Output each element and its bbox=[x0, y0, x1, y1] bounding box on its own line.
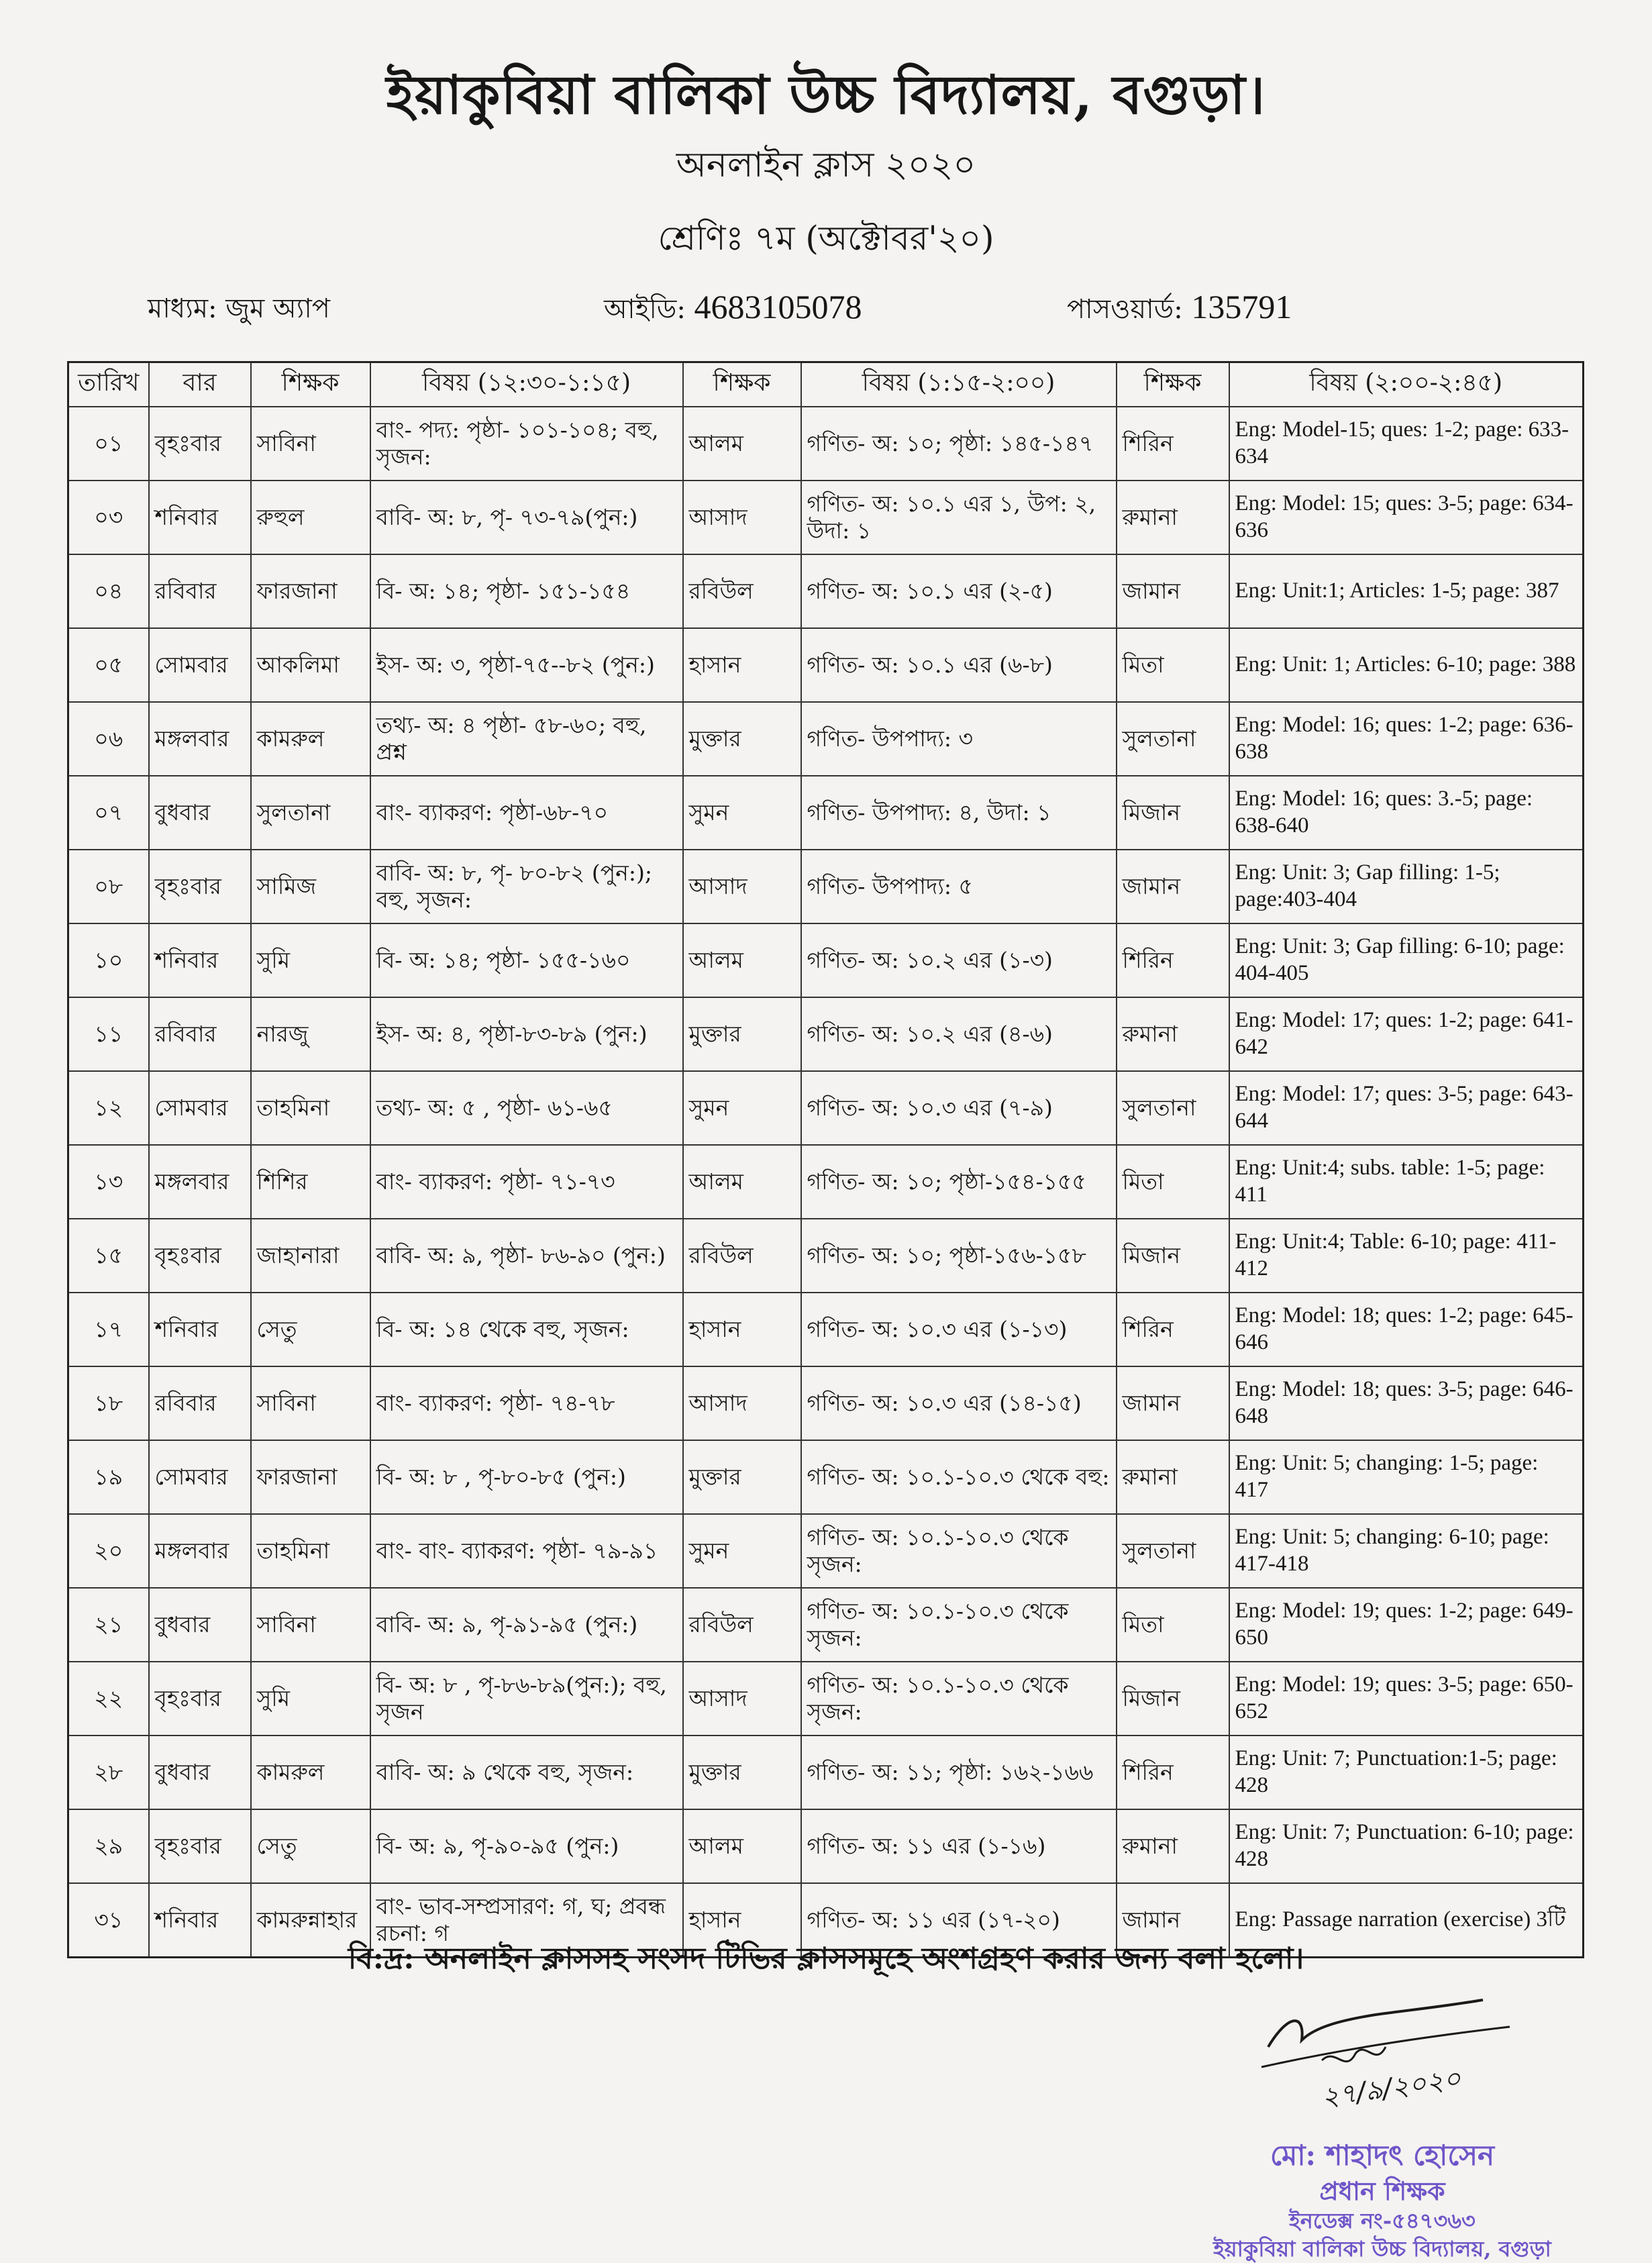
header-day: বার bbox=[149, 362, 251, 407]
routine-body bbox=[68, 407, 1584, 1958]
cell-subject-2: গণিত- অ: ১০; পৃষ্ঠা-১৫৪-১৫৫ bbox=[801, 1145, 1117, 1219]
cell-teacher-2: সুমন bbox=[683, 776, 801, 850]
cell-teacher-3: মিতা bbox=[1117, 628, 1229, 702]
cell-teacher-3: শিরিন bbox=[1117, 1293, 1229, 1366]
cell-subject-3: Eng: Unit:1; Articles: 1-5; page: 387 bbox=[1229, 554, 1584, 628]
cell-subject-1: বি- অ: ৮ , পৃ-৮৬-৮৯(পুন:); বহু, সৃজন bbox=[370, 1662, 683, 1736]
cell-teacher-1: সুমি bbox=[251, 923, 370, 997]
cell-subject-1: বাবি- অ: ৯, পৃ-৯১-৯৫ (পুন:) bbox=[370, 1588, 683, 1662]
cell-day: বৃহঃবার bbox=[149, 407, 251, 481]
cell-day: সোমবার bbox=[149, 628, 251, 702]
cell-date: ০৩ bbox=[68, 481, 149, 554]
cell-subject-3: Eng: Unit: 7; Punctuation: 6-10; page: 428 bbox=[1229, 1809, 1584, 1883]
headmaster-stamp bbox=[1194, 2138, 1570, 2263]
cell-subject-2: গণিত- অ: ১০.১-১০.৩ থেকে সৃজন: bbox=[801, 1588, 1117, 1662]
cell-day: বুধবার bbox=[149, 1588, 251, 1662]
cell-subject-3: Eng: Model: 15; ques: 3-5; page: 634-636 bbox=[1229, 481, 1584, 554]
cell-date: ২১ bbox=[68, 1588, 149, 1662]
cell-subject-2: গণিত- উপপাদ্য: ৫ bbox=[801, 850, 1117, 923]
cell-teacher-2: রবিউল bbox=[683, 1588, 801, 1662]
header-teacher-1: শিক্ষক bbox=[251, 362, 370, 407]
cell-teacher-1: কামরুন্নাহার bbox=[251, 1883, 370, 1958]
cell-subject-3: Eng: Model: 19; ques: 1-2; page: 649-650 bbox=[1229, 1588, 1584, 1662]
cell-teacher-1: রুহুল bbox=[251, 481, 370, 554]
cell-subject-2: গণিত- অ: ১০.৩ এর (১৪-১৫) bbox=[801, 1366, 1117, 1440]
cell-teacher-3: মিতা bbox=[1117, 1588, 1229, 1662]
table-row bbox=[68, 1588, 1584, 1662]
cell-teacher-3: শিরিন bbox=[1117, 407, 1229, 481]
cell-date: ১০ bbox=[68, 923, 149, 997]
cell-subject-1: বাং- পদ্য: পৃষ্ঠা- ১০১-১০৪; বহু, সৃজন: bbox=[370, 407, 683, 481]
cell-teacher-2: আসাদ bbox=[683, 481, 801, 554]
cell-teacher-1: সামিজ bbox=[251, 850, 370, 923]
stamp-school: ইয়াকুবিয়া বালিকা উচ্চ বিদ্যালয়, বগুড়া bbox=[1213, 2235, 1551, 2262]
cell-day: বৃহঃবার bbox=[149, 1662, 251, 1736]
table-row bbox=[68, 1293, 1584, 1366]
cell-teacher-3: মিজান bbox=[1117, 776, 1229, 850]
cell-subject-2: গণিত- অ: ১০.১-১০.৩ থেকে সৃজন: bbox=[801, 1662, 1117, 1736]
cell-subject-3: Eng: Model: 19; ques: 3-5; page: 650-652 bbox=[1229, 1662, 1584, 1736]
cell-subject-2: গণিত- অ: ১০.৩ এর (৭-৯) bbox=[801, 1071, 1117, 1145]
routine-table bbox=[67, 361, 1584, 1958]
cell-teacher-2: আলম bbox=[683, 407, 801, 481]
cell-teacher-1: সেতু bbox=[251, 1293, 370, 1366]
cell-teacher-1: কামরুল bbox=[251, 702, 370, 776]
cell-date: ২২ bbox=[68, 1662, 149, 1736]
cell-date: ২০ bbox=[68, 1514, 149, 1588]
cell-subject-2: গণিত- অ: ১১ এর (১-১৬) bbox=[801, 1809, 1117, 1883]
cell-teacher-3: মিতা bbox=[1117, 1145, 1229, 1219]
cell-teacher-2: আলম bbox=[683, 923, 801, 997]
cell-teacher-3: সুলতানা bbox=[1117, 702, 1229, 776]
meta-password bbox=[1067, 287, 1292, 333]
cell-date: ১১ bbox=[68, 997, 149, 1071]
cell-date: ০১ bbox=[68, 407, 149, 481]
table-row bbox=[68, 407, 1584, 481]
cell-teacher-2: হাসান bbox=[683, 628, 801, 702]
cell-teacher-2: আসাদ bbox=[683, 850, 801, 923]
cell-teacher-2: মুক্তার bbox=[683, 997, 801, 1071]
cell-teacher-1: ফারজানা bbox=[251, 1440, 370, 1514]
cell-subject-3: Eng: Unit: 3; Gap filling: 1-5; page:403-404 bbox=[1229, 850, 1584, 923]
cell-teacher-3: জামান bbox=[1117, 850, 1229, 923]
cell-subject-3: Eng: Model: 18; ques: 3-5; page: 646-648 bbox=[1229, 1366, 1584, 1440]
cell-subject-1: বি- অ: ৯, পৃ-৯০-৯৫ (পুন:) bbox=[370, 1809, 683, 1883]
cell-subject-3: Eng: Unit: 3; Gap filling: 6-10; page: 404-405 bbox=[1229, 923, 1584, 997]
subtitle: অনলাইন ক্লাস ২০২০ bbox=[676, 145, 976, 185]
cell-teacher-1: আকলিমা bbox=[251, 628, 370, 702]
cell-subject-1: ইস- অ: ৪, পৃষ্ঠা-৮৩-৮৯ (পুন:) bbox=[370, 997, 683, 1071]
cell-subject-3: Eng: Unit: 5; changing: 6-10; page: 417-418 bbox=[1229, 1514, 1584, 1588]
table-row bbox=[68, 1662, 1584, 1736]
cell-day: সোমবার bbox=[149, 1440, 251, 1514]
cell-teacher-1: নারজু bbox=[251, 997, 370, 1071]
cell-teacher-3: সুলতানা bbox=[1117, 1514, 1229, 1588]
cell-date: ০৭ bbox=[68, 776, 149, 850]
cell-date: ১২ bbox=[68, 1071, 149, 1145]
cell-subject-3: Eng: Model: 16; ques: 3.-5; page: 638-640 bbox=[1229, 776, 1584, 850]
cell-date: ০৬ bbox=[68, 702, 149, 776]
cell-teacher-2: রবিউল bbox=[683, 554, 801, 628]
cell-teacher-1: সেতু bbox=[251, 1809, 370, 1883]
cell-teacher-3: শিরিন bbox=[1117, 1736, 1229, 1809]
id-value: 4683105078 bbox=[694, 288, 862, 325]
cell-subject-3: Eng: Unit: 1; Articles: 6-10; page: 388 bbox=[1229, 628, 1584, 702]
stamp-name: মো: শাহাদৎ হোসেন bbox=[1270, 2139, 1495, 2172]
cell-teacher-1: সাবিনা bbox=[251, 1366, 370, 1440]
cell-teacher-2: আলম bbox=[683, 1809, 801, 1883]
cell-subject-1: বি- অ: ১৪; পৃষ্ঠা- ১৫৫-১৬০ bbox=[370, 923, 683, 997]
cell-teacher-1: সুমি bbox=[251, 1662, 370, 1736]
header-subject-1: বিষয় (১২:৩০-১:১৫) bbox=[370, 362, 683, 407]
cell-subject-1: ইস- অ: ৩, পৃষ্ঠা-৭৫--৮২ (পুন:) bbox=[370, 628, 683, 702]
cell-subject-3: Eng: Model: 17; ques: 1-2; page: 641-642 bbox=[1229, 997, 1584, 1071]
cell-teacher-2: সুমন bbox=[683, 1514, 801, 1588]
table-row bbox=[68, 1071, 1584, 1145]
cell-teacher-2: হাসান bbox=[683, 1883, 801, 1958]
cell-teacher-2: সুমন bbox=[683, 1071, 801, 1145]
cell-subject-2: গণিত- উপপাদ্য: ৩ bbox=[801, 702, 1117, 776]
cell-subject-3: Eng: Unit: 7; Punctuation:1-5; page: 428 bbox=[1229, 1736, 1584, 1809]
cell-subject-1: বাং- ভাব-সম্প্রসারণ: গ, ঘ; প্রবন্ধ রচনা: গ bbox=[370, 1883, 683, 1958]
cell-day: মঙ্গলবার bbox=[149, 1514, 251, 1588]
cell-teacher-3: রুমানা bbox=[1117, 481, 1229, 554]
medium-label: মাধ্যম: bbox=[148, 293, 217, 324]
footnote: বি:দ্র: অনলাইন ক্লাসসহ সংসদ টিভির ক্লাসসমূহে অংশগ্রহণ করার জন্য বলা হলো। bbox=[348, 1942, 1304, 1976]
cell-subject-2: গণিত- অ: ১০; পৃষ্ঠা: ১৪৫-১৪৭ bbox=[801, 407, 1117, 481]
cell-subject-1: বাবি- অ: ৯ থেকে বহু, সৃজন: bbox=[370, 1736, 683, 1809]
cell-day: বৃহঃবার bbox=[149, 1219, 251, 1293]
cell-subject-1: বাবি- অ: ৮, পৃ- ৮০-৮২ (পুন:); বহু, সৃজন: bbox=[370, 850, 683, 923]
cell-subject-1: বি- অ: ১৪ থেকে বহু, সৃজন: bbox=[370, 1293, 683, 1366]
cell-day: বৃহঃবার bbox=[149, 1809, 251, 1883]
table-row bbox=[68, 997, 1584, 1071]
cell-subject-2: গণিত- অ: ১১ এর (১৭-২০) bbox=[801, 1883, 1117, 1958]
cell-day: শনিবার bbox=[149, 923, 251, 997]
header-teacher-2: শিক্ষক bbox=[683, 362, 801, 407]
cell-day: মঙ্গলবার bbox=[149, 702, 251, 776]
cell-subject-3: Eng: Unit:4; subs. table: 1-5; page: 411 bbox=[1229, 1145, 1584, 1219]
cell-subject-1: তথ্য- অ: ৪ পৃষ্ঠা- ৫৮-৬০; বহু, প্রশ্ন bbox=[370, 702, 683, 776]
cell-subject-2: গণিত- অ: ১০.২ এর (১-৩) bbox=[801, 923, 1117, 997]
table-row bbox=[68, 1809, 1584, 1883]
table-row bbox=[68, 1440, 1584, 1514]
cell-date: ০৫ bbox=[68, 628, 149, 702]
password-value: 135791 bbox=[1191, 288, 1292, 325]
cell-teacher-3: জামান bbox=[1117, 1366, 1229, 1440]
cell-subject-2: গণিত- অ: ১০; পৃষ্ঠা-১৫৬-১৫৮ bbox=[801, 1219, 1117, 1293]
cell-teacher-3: জামান bbox=[1117, 1883, 1229, 1958]
cell-subject-1: বাবি- অ: ৯, পৃষ্ঠা- ৮৬-৯০ (পুন:) bbox=[370, 1219, 683, 1293]
cell-teacher-3: রুমানা bbox=[1117, 1440, 1229, 1514]
cell-teacher-3: শিরিন bbox=[1117, 923, 1229, 997]
signature bbox=[1241, 1973, 1523, 2114]
table-header-row bbox=[68, 362, 1584, 407]
cell-subject-3: Eng: Model: 18; ques: 1-2; page: 645-646 bbox=[1229, 1293, 1584, 1366]
cell-day: বুধবার bbox=[149, 1736, 251, 1809]
cell-teacher-2: আসাদ bbox=[683, 1366, 801, 1440]
cell-teacher-3: মিজান bbox=[1117, 1662, 1229, 1736]
cell-subject-3: Eng: Passage narration (exercise) 3টি bbox=[1229, 1883, 1584, 1958]
cell-day: মঙ্গলবার bbox=[149, 1145, 251, 1219]
table-row bbox=[68, 1514, 1584, 1588]
cell-teacher-1: তাহমিনা bbox=[251, 1514, 370, 1588]
header-teacher-3: শিক্ষক bbox=[1117, 362, 1229, 407]
medium-value: জুম অ্যাপ bbox=[225, 293, 330, 324]
cell-subject-2: গণিত- অ: ১০.১-১০.৩ থেকে সৃজন: bbox=[801, 1514, 1117, 1588]
cell-teacher-1: তাহমিনা bbox=[251, 1071, 370, 1145]
table-row bbox=[68, 776, 1584, 850]
cell-teacher-1: ফারজানা bbox=[251, 554, 370, 628]
cell-subject-2: গণিত- অ: ১০.২ এর (৪-৬) bbox=[801, 997, 1117, 1071]
cell-date: ০৮ bbox=[68, 850, 149, 923]
meta-id bbox=[604, 287, 862, 333]
cell-subject-1: বাং- ব্যাকরণ: পৃষ্ঠা- ৭৪-৭৮ bbox=[370, 1366, 683, 1440]
cell-date: ৩১ bbox=[68, 1883, 149, 1958]
cell-day: রবিবার bbox=[149, 554, 251, 628]
signature-date: ২৭/৯/২০২০ bbox=[1319, 2063, 1463, 2113]
cell-teacher-1: সাবিনা bbox=[251, 1588, 370, 1662]
cell-teacher-2: আলম bbox=[683, 1145, 801, 1219]
cell-day: শনিবার bbox=[149, 481, 251, 554]
cell-date: ১৮ bbox=[68, 1366, 149, 1440]
cell-teacher-1: কামরুল bbox=[251, 1736, 370, 1809]
table-row bbox=[68, 1145, 1584, 1219]
table-row bbox=[68, 923, 1584, 997]
cell-teacher-3: জামান bbox=[1117, 554, 1229, 628]
cell-day: রবিবার bbox=[149, 997, 251, 1071]
cell-subject-3: Eng: Unit: 5; changing: 1-5; page: 417 bbox=[1229, 1440, 1584, 1514]
cell-subject-2: গণিত- উপপাদ্য: ৪, উদা: ১ bbox=[801, 776, 1117, 850]
cell-subject-3: Eng: Model: 17; ques: 3-5; page: 643-644 bbox=[1229, 1071, 1584, 1145]
cell-date: ১৯ bbox=[68, 1440, 149, 1514]
cell-day: সোমবার bbox=[149, 1071, 251, 1145]
cell-teacher-2: মুক্তার bbox=[683, 702, 801, 776]
cell-teacher-3: রুমানা bbox=[1117, 1809, 1229, 1883]
cell-date: ১৫ bbox=[68, 1219, 149, 1293]
header-subject-3: বিষয় (২:০০-২:৪৫) bbox=[1229, 362, 1584, 407]
cell-subject-2: গণিত- অ: ১০.৩ এর (১-১৩) bbox=[801, 1293, 1117, 1366]
table-row bbox=[68, 702, 1584, 776]
table-row bbox=[68, 481, 1584, 554]
cell-subject-3: Eng: Unit:4; Table: 6-10; page: 411-412 bbox=[1229, 1219, 1584, 1293]
table-row bbox=[68, 1219, 1584, 1293]
cell-subject-2: গণিত- অ: ১০.১ এর (৬-৮) bbox=[801, 628, 1117, 702]
header-subject-2: বিষয় (১:১৫-২:০০) bbox=[801, 362, 1117, 407]
cell-subject-3: Eng: Model-15; ques: 1-2; page: 633-634 bbox=[1229, 407, 1584, 481]
cell-date: ২৮ bbox=[68, 1736, 149, 1809]
cell-subject-1: বাং- ব্যাকরণ: পৃষ্ঠা- ৭১-৭৩ bbox=[370, 1145, 683, 1219]
cell-subject-2: গণিত- অ: ১১; পৃষ্ঠা: ১৬২-১৬৬ bbox=[801, 1736, 1117, 1809]
cell-date: ১৭ bbox=[68, 1293, 149, 1366]
cell-subject-1: বাবি- অ: ৮, পৃ- ৭৩-৭৯(পুন:) bbox=[370, 481, 683, 554]
cell-subject-1: বাং- বাং- ব্যাকরণ: পৃষ্ঠা- ৭৯-৯১ bbox=[370, 1514, 683, 1588]
cell-teacher-2: আসাদ bbox=[683, 1662, 801, 1736]
cell-teacher-2: মুক্তার bbox=[683, 1440, 801, 1514]
cell-teacher-1: সুলতানা bbox=[251, 776, 370, 850]
class-line: শ্রেণিঃ ৭ম (অক্টোবর'২০) bbox=[658, 219, 994, 258]
cell-teacher-2: মুক্তার bbox=[683, 1736, 801, 1809]
cell-subject-2: গণিত- অ: ১০.১-১০.৩ থেকে বহু: bbox=[801, 1440, 1117, 1514]
cell-date: ০৪ bbox=[68, 554, 149, 628]
cell-subject-1: বাং- ব্যাকরণ: পৃষ্ঠা-৬৮-৭০ bbox=[370, 776, 683, 850]
cell-day: বৃহঃবার bbox=[149, 850, 251, 923]
cell-subject-2: গণিত- অ: ১০.১ এর (২-৫) bbox=[801, 554, 1117, 628]
table-row bbox=[68, 1366, 1584, 1440]
cell-teacher-2: হাসান bbox=[683, 1293, 801, 1366]
cell-teacher-1: জাহানারা bbox=[251, 1219, 370, 1293]
cell-teacher-1: সাবিনা bbox=[251, 407, 370, 481]
password-label: পাসওয়ার্ড: bbox=[1067, 294, 1183, 325]
cell-subject-1: তথ্য- অ: ৫ , পৃষ্ঠা- ৬১-৬৫ bbox=[370, 1071, 683, 1145]
cell-day: রবিবার bbox=[149, 1366, 251, 1440]
cell-subject-1: বি- অ: ৮ , পৃ-৮০-৮৫ (পুন:) bbox=[370, 1440, 683, 1514]
stamp-designation: প্রধান শিক্ষক bbox=[1319, 2175, 1445, 2206]
stamp-index: ইনডেক্স নং-৫৪৭৩৬৩ bbox=[1289, 2207, 1476, 2233]
cell-day: বুধবার bbox=[149, 776, 251, 850]
cell-teacher-3: মিজান bbox=[1117, 1219, 1229, 1293]
cell-teacher-1: শিশির bbox=[251, 1145, 370, 1219]
cell-subject-3: Eng: Model: 16; ques: 1-2; page: 636-638 bbox=[1229, 702, 1584, 776]
cell-subject-2: গণিত- অ: ১০.১ এর ১, উপ: ২, উদা: ১ bbox=[801, 481, 1117, 554]
cell-day: শনিবার bbox=[149, 1293, 251, 1366]
cell-teacher-3: সুলতানা bbox=[1117, 1071, 1229, 1145]
cell-day: শনিবার bbox=[149, 1883, 251, 1958]
cell-teacher-3: রুমানা bbox=[1117, 997, 1229, 1071]
cell-subject-1: বি- অ: ১৪; পৃষ্ঠা- ১৫১-১৫৪ bbox=[370, 554, 683, 628]
id-label: আইডি: bbox=[604, 294, 686, 325]
table-row bbox=[68, 850, 1584, 923]
cell-date: ১৩ bbox=[68, 1145, 149, 1219]
header-date: তারিখ bbox=[68, 362, 149, 407]
table-row bbox=[68, 554, 1584, 628]
table-row bbox=[68, 628, 1584, 702]
cell-teacher-2: রবিউল bbox=[683, 1219, 801, 1293]
meta-medium bbox=[148, 287, 330, 332]
school-title: ইয়াকুবিয়া বালিকা উচ্চ বিদ্যালয়, বগুড়া। bbox=[386, 63, 1266, 126]
cell-date: ২৯ bbox=[68, 1809, 149, 1883]
table-row bbox=[68, 1736, 1584, 1809]
